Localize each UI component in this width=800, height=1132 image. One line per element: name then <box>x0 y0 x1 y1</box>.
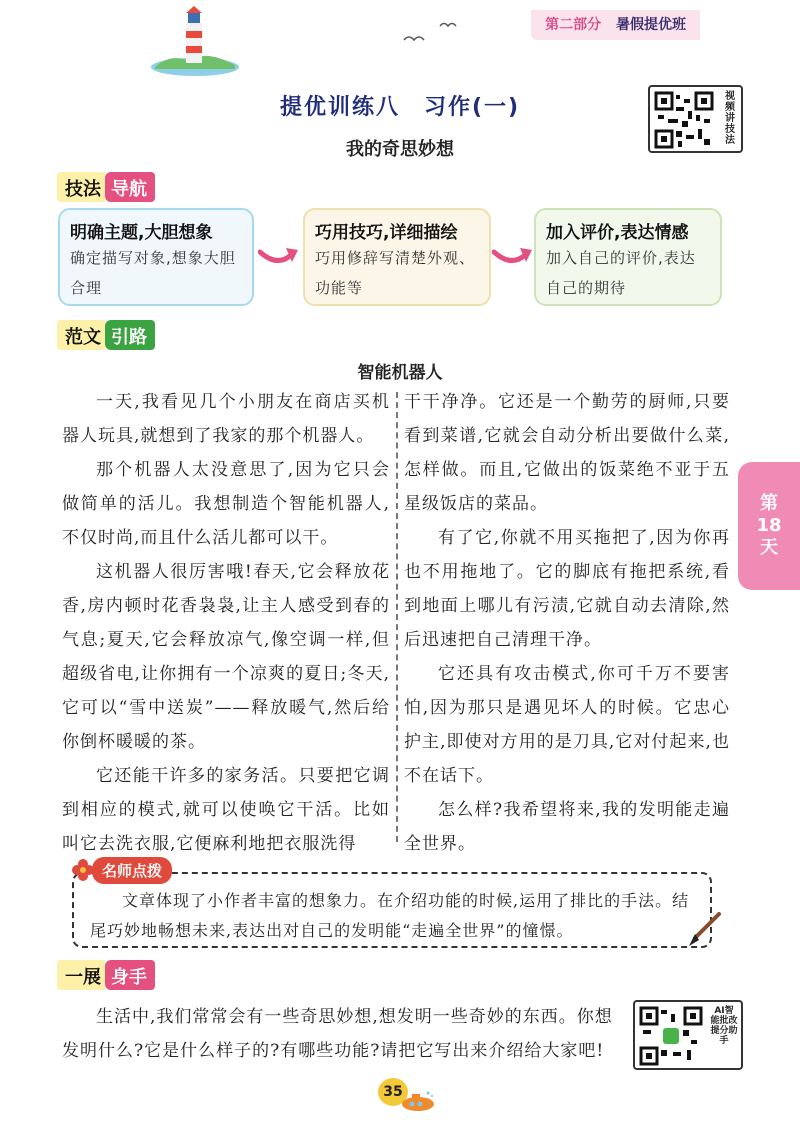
qr-code-video[interactable] <box>648 85 743 153</box>
qr-code-icon <box>654 91 714 149</box>
teacher-comment-text: 文章体现了小作者丰富的想象力。在介绍功能的时候,运用了排比的手法。结尾巧妙地畅想未来,表达出对自己的发明能“走遍全世界”的憧憬。 <box>90 891 690 940</box>
essay-paragraph: 它还具有攻击模式,你可千万不要害怕,因为那只是遇见坏人的时候。它忠心护主,即使对方用的是刀具,它对付起来,也不在话下。 <box>404 664 730 786</box>
essay-column-right <box>404 385 730 861</box>
section-skills-a: 技法 <box>57 172 105 202</box>
essay-title: 智能机器人 <box>357 363 443 383</box>
section-skills-b: 导航 <box>105 172 155 202</box>
essay-column-left <box>62 385 390 861</box>
tip-3-desc: 加入自己的评价,表达自己的期待 <box>546 249 696 297</box>
day-tab-number: 18 <box>756 515 782 536</box>
tip-card-1 <box>58 208 254 306</box>
qr-bottom-caption: AI智能批改提分助手 <box>710 1006 738 1046</box>
section-head-model <box>57 320 155 350</box>
teacher-comment-header <box>70 856 172 884</box>
essay-paragraph: 一天,我看见几个小朋友在商店买机器人玩具,就想到了我家的那个机器人。 <box>62 392 390 446</box>
section-head-practice <box>57 960 155 990</box>
practice-prompt <box>62 1000 627 1068</box>
day-tab-c: 天 <box>760 537 778 558</box>
section-model-b: 引路 <box>105 320 155 350</box>
tip-card-2 <box>303 208 491 306</box>
qr-code-ai-grading[interactable] <box>633 1000 743 1070</box>
section-head-skills <box>57 172 155 202</box>
practice-text: 生活中,我们常常会有一些奇思妙想,想发明一些奇妙的东西。你想发明什么?它是什么样子的?有哪些功能?请把它写出来介绍给大家吧! <box>62 1007 613 1061</box>
tip-1-title: 明确主题,大胆想象 <box>70 223 213 243</box>
tip-card-3 <box>534 208 722 306</box>
arrow-right-icon <box>258 244 300 270</box>
header-tag <box>531 10 700 40</box>
tip-3-title: 加入评价,表达情感 <box>546 223 689 243</box>
section-practice-b: 身手 <box>105 960 155 990</box>
lighthouse-illustration <box>150 5 240 77</box>
day-tab <box>738 462 800 590</box>
page-subtitle: 我的奇思妙想 <box>346 139 454 160</box>
tip-2-desc: 巧用修辞写清楚外观、功能等 <box>315 249 476 297</box>
teacher-comment-label: 名师点拨 <box>92 857 172 884</box>
page-title: 提优训练八 习作(一) <box>279 95 521 120</box>
essay-paragraph: 那个机器人太没意思了,因为它只会做简单的活儿。我想制造个智能机器人,不仅时尚,而且什么活儿都可以干。 <box>62 460 390 548</box>
column-divider <box>396 392 398 842</box>
birds-decoration <box>400 18 470 48</box>
qr-top-caption: 视频讲技法 <box>725 91 735 146</box>
submarine-icon <box>398 1090 438 1112</box>
qr-code-icon <box>639 1006 703 1066</box>
tip-1-desc: 确定描写对象,想象大胆合理 <box>70 249 236 297</box>
day-tab-a: 第 <box>760 493 778 514</box>
tip-2-title: 巧用技巧,详细描绘 <box>315 223 458 243</box>
brush-icon <box>683 912 723 948</box>
page-number: 35 <box>378 1078 408 1106</box>
section-model-a: 范文 <box>57 320 105 350</box>
essay-paragraph: 有了它,你就不用买拖把了,因为你再也不用拖地了。它的脚底有拖把系统,看到地面上哪儿有污渍,它就自动去清除,然后迅速把自己清理干净。 <box>404 528 730 650</box>
essay-paragraph-continued: 干干净净。它还是一个勤劳的厨师,只要看到菜谱,它就会自动分析出要做什么菜,怎样做。而且,它做出的饭菜绝不亚于五星级饭店的菜品。 <box>404 392 730 514</box>
arrow-right-icon <box>492 244 534 270</box>
header-book: 暑假提优班 <box>616 17 686 33</box>
section-practice-a: 一展 <box>57 960 105 990</box>
essay-paragraph: 这机器人很厉害哦!春天,它会释放花香,房内顿时花香袅袅,让主人感受到春的气息;夏天,它会释放凉气,像空调一样,但超级省电,让你拥有一个凉爽的夏日;冬天,它可以“雪中送炭”——释放暖气,然后给你倒杯暖暖的茶。 <box>62 562 390 752</box>
essay-paragraph: 它还能干许多的家务活。只要把它调到相应的模式,就可以使唤它干活。比如叫它去洗衣服,它便麻利地把衣服洗得 <box>62 766 390 854</box>
header-part: 第二部分 <box>545 17 602 33</box>
essay-paragraph: 怎么样?我希望将来,我的发明能走遍全世界。 <box>404 800 730 854</box>
